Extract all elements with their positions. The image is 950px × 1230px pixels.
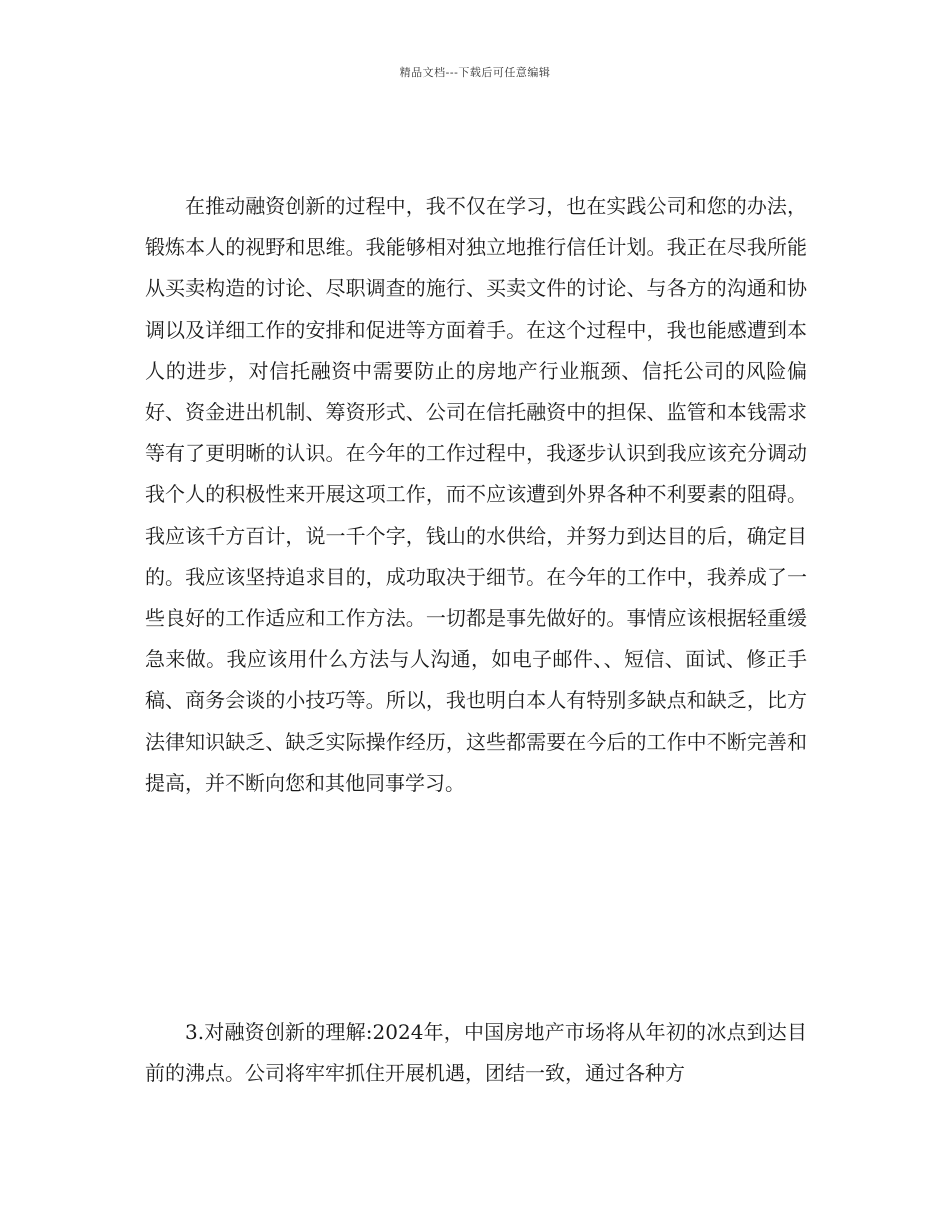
body-paragraph: 在推动融资创新的过程中，我不仅在学习，也在实践公司和您的办法，锻炼本人的视野和思维。我能够相对独立地推行信任计划。我正在尽我所能从买卖构造的讨论、尽职调查的施行、买卖文件的讨论、与各方的沟通和协调以及详细工作的安排和促进等方面着手。在这个过程中，我也能感遭到本人的进步，对信托融资中需要防止的房地产行业瓶颈、信托公司的风险偏好、资金进出机制、筹资形式、公司在信托融资中的担保、监管和本钱需求等有了更明晰的认识。在今年的工作过程中，我逐步认识到我应该充分调动我个人的积极性来开展这项工作，而不应该遭到外界各种不利要素的阻碍。我应该千方百计，说一千个字，钱山的水供给，并努力到达目的后，确定目的。我应该坚持追求目的，成功取决于细节。在今年的工作中，我养成了一些良好的工作适应和工作方法。一切都是事先做好的。事情应该根据轻重缓急来做。我应该用什么方法与人沟通，如电子邮件、、短信、面试、修正手稿、商务会谈的小技巧等。所以，我也明白本人有特别多缺点和缺乏，比方法律知识缺乏、缺乏实际操作经历，这些都需要在今后的工作中不断完善和提高，并不断向您和其他同事学习。: [145, 194, 807, 795]
page-header: 精品文档---下载后可任意编辑: [399, 66, 551, 79]
body-paragraph: 3.对融资创新的理解:2024年，中国房地产市场将从年初的冰点到达目前的沸点。公司将牢牢抓住开展机遇，团结一致，通过各种方: [145, 1020, 807, 1086]
